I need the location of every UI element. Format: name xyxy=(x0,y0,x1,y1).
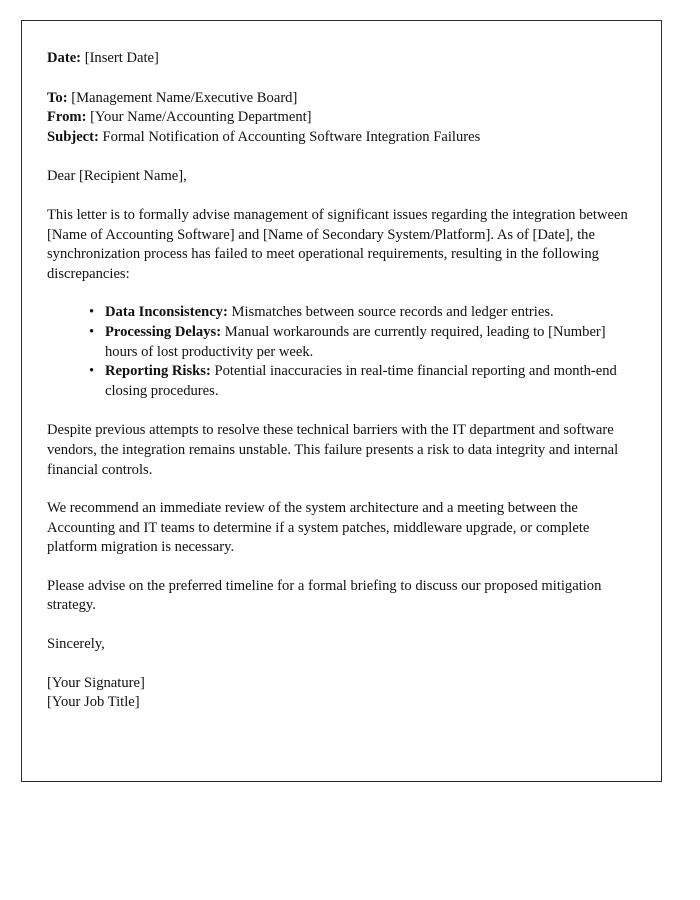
opening-paragraph: This letter is to formally advise management of significant issues regarding the integration between [Name of Accounting Software] and [Name of Secondary System/Platform]. As of [Date], the synchronization process has failed to meet operational requirements, resulting in the following discrepancies: xyxy=(47,206,628,282)
subject-line xyxy=(47,128,634,148)
subject-label: Subject: xyxy=(47,128,99,145)
bullet-icon: • xyxy=(89,304,95,321)
closing-salutation: Sincerely, xyxy=(47,636,105,653)
signature-title: [Your Job Title] xyxy=(47,694,140,711)
issue-text: Manual workarounds are currently required, leading to [Number] hours of lost productivity per week. xyxy=(105,323,606,360)
issue-text: Mismatches between source records and ledger entries. xyxy=(231,304,554,321)
spacer-after-header xyxy=(47,147,634,167)
issues-list xyxy=(47,303,634,401)
escalation-paragraph: Despite previous attempts to resolve these technical barriers with the IT department and software vendors, the integration remains unstable. This failure presents a risk to data integrity and internal financial controls. xyxy=(47,422,619,478)
spacer-after-list xyxy=(47,401,634,421)
to-label: To: xyxy=(47,89,68,106)
issue-label: Processing Delays: xyxy=(105,323,222,340)
from-line xyxy=(47,108,634,128)
recommendation-paragraph: We recommend an immediate review of the system architecture and a meeting between the Accounting and IT teams to determine if a system patches, middleware upgrade, or complete platform migration is necessary. xyxy=(47,500,590,556)
spacer-before-list xyxy=(47,284,634,303)
spacer-after-salutation xyxy=(47,187,634,206)
list-item xyxy=(89,323,634,362)
list-item xyxy=(89,362,634,401)
spacer-after-date xyxy=(47,69,634,89)
spacer-before-signature xyxy=(47,655,634,674)
from-label: From: xyxy=(47,109,87,126)
issue-label: Data Inconsistency: xyxy=(105,304,228,321)
issue-text: Potential inaccuracies in real-time financial reporting and month-end closing procedures. xyxy=(105,363,617,399)
spacer-after-escalation xyxy=(47,480,634,499)
spacer-before-closing xyxy=(47,616,634,635)
bullet-icon: • xyxy=(89,323,95,340)
issue-label: Reporting Risks: xyxy=(105,363,211,380)
signature-name: [Your Signature] xyxy=(47,674,145,691)
salutation: Dear [Recipient Name], xyxy=(47,168,187,185)
date-line xyxy=(47,49,634,69)
letter-border-frame xyxy=(21,20,662,782)
subject-value: Formal Notification of Accounting Software Integration Failures xyxy=(102,128,481,145)
to-value: [Management Name/Executive Board] xyxy=(71,89,298,106)
date-value: [Insert Date] xyxy=(84,50,159,66)
date-label: Date: xyxy=(47,50,82,66)
to-line xyxy=(47,89,634,109)
letter-content xyxy=(22,21,661,713)
list-item xyxy=(89,303,634,323)
bullet-icon: • xyxy=(89,363,95,380)
request-paragraph: Please advise on the preferred timeline for a formal briefing to discuss our proposed mitigation strategy. xyxy=(47,577,602,614)
spacer-after-recommendation xyxy=(47,558,634,577)
from-value: [Your Name/Accounting Department] xyxy=(90,109,312,126)
